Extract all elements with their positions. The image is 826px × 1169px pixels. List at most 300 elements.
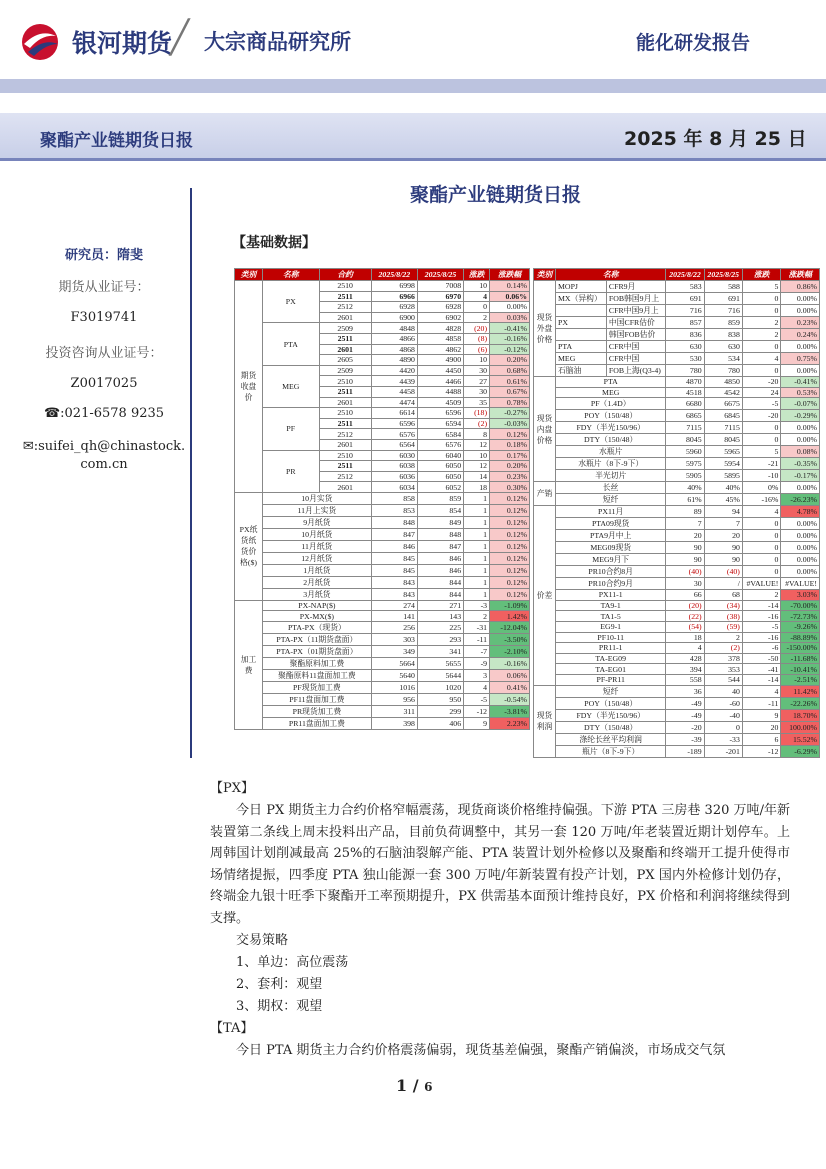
table-cell: 0: [742, 422, 781, 434]
strategy-item-3: 3、期权：观望: [236, 999, 323, 1014]
table-cell: 2601: [319, 439, 371, 450]
table-cell: 5954: [704, 458, 742, 470]
table-cell: 4828: [417, 323, 463, 334]
table-cell: 0.00%: [781, 518, 820, 530]
table-cell: 0.00%: [781, 566, 820, 578]
table-cell: MOPJ: [556, 281, 607, 293]
table-cell: 630: [666, 341, 704, 353]
table-cell: 0.17%: [490, 450, 530, 461]
table-cell: 2509: [319, 365, 371, 376]
table-cell: #VALUE!: [781, 578, 820, 590]
table-cell: 90: [666, 542, 704, 554]
institute-name: 大宗商品研究所: [204, 30, 351, 54]
table-row: [534, 341, 820, 353]
strategy-item-1: 1、单边：高位震荡: [236, 955, 349, 970]
table-cell: 6614: [371, 408, 417, 419]
table-cell: 256: [371, 622, 417, 634]
table-cell: 853: [371, 504, 417, 516]
row-product: PX: [263, 281, 320, 323]
table-cell: 0: [742, 305, 781, 317]
table-cell: 4890: [371, 355, 417, 366]
table-cell: 3: [464, 670, 490, 682]
table-cell: 8045: [704, 434, 742, 446]
table-cell: -11: [742, 697, 781, 709]
table-cell: 6576: [371, 429, 417, 440]
table-cell: -70.00%: [781, 600, 820, 611]
table-cell: 5975: [666, 458, 704, 470]
table-row: [235, 323, 530, 334]
row-name: 9月纸货: [263, 516, 372, 528]
table-cell: 858: [371, 492, 417, 504]
table-row: [534, 387, 820, 398]
table-cell: -0.07%: [781, 398, 820, 410]
table-cell: 859: [704, 317, 742, 329]
table-cell: 838: [704, 329, 742, 341]
table-cell: 406: [417, 718, 463, 730]
table-cell: 0.00%: [781, 530, 820, 542]
row-name: 3月纸货: [263, 588, 372, 600]
table-cell: 10: [464, 450, 490, 461]
table-cell: -60: [704, 697, 742, 709]
table-row: [534, 506, 820, 518]
left-header-cell: 合约: [319, 269, 371, 281]
table-row: [235, 611, 530, 622]
table-cell: -20: [742, 377, 781, 388]
table-cell: 1: [464, 576, 490, 588]
table-row: [534, 281, 820, 293]
table-cell: 0.00%: [781, 482, 820, 494]
table-cell: 40%: [666, 482, 704, 494]
table-cell: 836: [666, 329, 704, 341]
table-cell: 349: [371, 646, 417, 658]
table-cell: 2: [742, 590, 781, 601]
table-row: [235, 622, 530, 634]
table-cell: 6040: [417, 450, 463, 461]
table-cell: 0: [742, 434, 781, 446]
table-cell: CFR中国: [606, 341, 665, 353]
row-name: PX11月: [556, 506, 666, 518]
row-name: PR11盘面加工费: [263, 718, 372, 730]
right-table-header: [534, 269, 820, 281]
table-cell: 0.12%: [490, 588, 530, 600]
table-cell: MX（异构）: [556, 293, 607, 305]
row-name: PF（1.4D）: [556, 398, 666, 410]
table-cell: 1.42%: [490, 611, 530, 622]
table-row: [534, 611, 820, 622]
table-cell: 6052: [417, 482, 463, 493]
right-header-cell: 2025/8/22: [666, 269, 704, 281]
table-cell: -0.35%: [781, 458, 820, 470]
table-cell: 2511: [319, 461, 371, 472]
table-row: [534, 353, 820, 365]
table-cell: 2: [464, 611, 490, 622]
table-cell: 6675: [704, 398, 742, 410]
table-row: [534, 697, 820, 709]
table-cell: 2601: [319, 312, 371, 323]
table-cell: 9: [742, 709, 781, 721]
left-header-cell: 涨跌: [464, 269, 490, 281]
table-cell: 18.70%: [781, 709, 820, 721]
table-cell: 0.12%: [490, 576, 530, 588]
table-cell: 0.06%: [490, 291, 530, 302]
table-cell: 15.52%: [781, 733, 820, 745]
license-label: 期货从业证号：: [58, 280, 150, 295]
table-cell: 846: [417, 564, 463, 576]
table-cell: -0.12%: [490, 344, 530, 355]
row-name: 聚酯原料加工费: [263, 658, 372, 670]
table-cell: 5: [742, 281, 781, 293]
table-cell: 6596: [371, 418, 417, 429]
table-cell: 0.12%: [490, 516, 530, 528]
table-row: [534, 632, 820, 643]
table-cell: 0.18%: [490, 439, 530, 450]
row-name: 半光切片: [556, 470, 666, 482]
row-category: 现货内盘价格: [534, 377, 556, 482]
ta-paragraph: 今日 PTA 期货主力合约价格震荡偏弱，现货基差偏强，聚酯产销偏淡，市场成交气氛: [236, 1043, 726, 1058]
table-cell: 0.00%: [781, 365, 820, 377]
row-name: PX-MX($): [263, 611, 372, 622]
table-row: [534, 664, 820, 675]
table-row: [534, 590, 820, 601]
row-name: 短纤: [556, 685, 666, 697]
table-cell: -11: [464, 634, 490, 646]
table-cell: MEG: [556, 353, 607, 365]
table-cell: (22): [666, 611, 704, 622]
row-category: 现货外盘价格: [534, 281, 556, 377]
table-cell: 0: [704, 721, 742, 733]
table-cell: -201: [704, 745, 742, 757]
table-cell: 石脑油: [556, 365, 607, 377]
row-name: 12月纸货: [263, 552, 372, 564]
row-name: TA1-5: [556, 611, 666, 622]
row-name: PTA-PX（11期货盘面）: [263, 634, 372, 646]
table-cell: 18: [666, 632, 704, 643]
table-cell: 843: [371, 588, 417, 600]
table-row: [235, 281, 530, 292]
table-cell: 6050: [417, 461, 463, 472]
table-cell: 848: [371, 516, 417, 528]
table-cell: 716: [666, 305, 704, 317]
table-row: [235, 646, 530, 658]
row-name: PTA-PX（现货）: [263, 622, 372, 634]
table-cell: -41: [742, 664, 781, 675]
table-cell: 2: [704, 632, 742, 643]
table-cell: 27: [464, 376, 490, 387]
row-name: PR现货加工费: [263, 706, 372, 718]
ta-heading: 【TA】: [210, 1021, 254, 1036]
row-name: 水瓶片（8下-9下）: [556, 458, 666, 470]
table-cell: -0.16%: [490, 658, 530, 670]
table-cell: -16: [742, 611, 781, 622]
left-header-cell: 2025/8/22: [371, 269, 417, 281]
table-cell: 0.67%: [490, 386, 530, 397]
table-cell: 293: [417, 634, 463, 646]
table-cell: 6845: [704, 410, 742, 422]
table-cell: (38): [704, 611, 742, 622]
table-cell: 3.03%: [781, 590, 820, 601]
table-cell: 846: [417, 552, 463, 564]
table-cell: -2.51%: [781, 674, 820, 685]
table-cell: 8: [464, 429, 490, 440]
table-cell: 90: [704, 554, 742, 566]
table-cell: (6): [464, 344, 490, 355]
table-cell: 6038: [371, 461, 417, 472]
table-row: [534, 721, 820, 733]
table-row: [235, 634, 530, 646]
table-cell: 4: [464, 682, 490, 694]
table-cell: 844: [417, 588, 463, 600]
table-cell: -10: [742, 470, 781, 482]
row-name: PTA-PX（01期货盘面）: [263, 646, 372, 658]
table-cell: 0.00%: [781, 293, 820, 305]
table-cell: 0.23%: [490, 471, 530, 482]
row-name: DTY（150/48）: [556, 721, 666, 733]
table-cell: (20): [666, 600, 704, 611]
row-name: 11月上实货: [263, 504, 372, 516]
table-cell: 2510: [319, 281, 371, 292]
main-title: 聚酯产业链期货日报: [410, 184, 582, 206]
table-cell: -33: [704, 733, 742, 745]
table-cell: 0.20%: [490, 355, 530, 366]
logo-icon: [18, 22, 62, 62]
row-category: 产销: [534, 482, 556, 506]
table-cell: -49: [666, 697, 704, 709]
left-header-cell: 2025/8/25: [417, 269, 463, 281]
table-cell: 20: [742, 721, 781, 733]
table-cell: 11.42%: [781, 685, 820, 697]
table-cell: 5: [742, 446, 781, 458]
table-cell: 30: [464, 386, 490, 397]
table-cell: -12: [742, 745, 781, 757]
table-cell: 274: [371, 600, 417, 611]
table-cell: 4474: [371, 397, 417, 408]
left-header-cell: 涨跌幅: [490, 269, 530, 281]
table-cell: -12.04%: [490, 622, 530, 634]
table-cell: 7008: [417, 281, 463, 292]
table-cell: -11.68%: [781, 653, 820, 664]
table-row: [534, 674, 820, 685]
table-row: [534, 293, 820, 305]
table-cell: 36: [666, 685, 704, 697]
strategy-item-2: 2、套利：观望: [236, 977, 323, 992]
table-cell: 2511: [319, 418, 371, 429]
table-cell: 9: [464, 718, 490, 730]
left-header-cell: 名称: [263, 269, 320, 281]
table-cell: (40): [666, 566, 704, 578]
table-cell: 6050: [417, 471, 463, 482]
row-name: EG9-1: [556, 621, 666, 632]
table-cell: 303: [371, 634, 417, 646]
row-name: PTA9月中上: [556, 530, 666, 542]
table-cell: 0: [742, 530, 781, 542]
strategy-heading: 交易策略: [236, 933, 289, 948]
row-name: 聚酯原料11盘面加工费: [263, 670, 372, 682]
table-cell: 2: [464, 312, 490, 323]
row-name: 瓶片（8下-9下）: [556, 745, 666, 757]
table-cell: (2): [704, 643, 742, 654]
table-cell: 0.30%: [490, 482, 530, 493]
table-cell: 0.00%: [490, 302, 530, 313]
table-cell: -10.41%: [781, 664, 820, 675]
table-row: [235, 408, 530, 419]
table-cell: 4420: [371, 365, 417, 376]
table-cell: 0.75%: [781, 353, 820, 365]
table-cell: 6034: [371, 482, 417, 493]
table-cell: (54): [666, 621, 704, 632]
row-category: 期货收盘价: [235, 281, 263, 493]
table-row: [534, 482, 820, 494]
row-product: PTA: [263, 323, 320, 365]
right-header-cell: 类别: [534, 269, 556, 281]
table-cell: 6564: [371, 439, 417, 450]
table-cell: 5655: [417, 658, 463, 670]
table-cell: 6970: [417, 291, 463, 302]
table-cell: 4858: [417, 333, 463, 344]
table-cell: 353: [704, 664, 742, 675]
table-cell: 4.78%: [781, 506, 820, 518]
table-cell: 4542: [704, 387, 742, 398]
table-cell: 5895: [704, 470, 742, 482]
table-cell: (40): [704, 566, 742, 578]
table-cell: 4458: [371, 386, 417, 397]
table-cell: 0.03%: [490, 312, 530, 323]
table-cell: 18: [464, 482, 490, 493]
table-cell: -0.41%: [490, 323, 530, 334]
table-cell: 956: [371, 694, 417, 706]
email-address[interactable]: ✉:suifei_qh@chinastock.com.cn: [22, 439, 186, 472]
row-name: FDY（半光150/96）: [556, 422, 666, 434]
table-cell: [556, 329, 607, 341]
table-cell: 2: [742, 317, 781, 329]
table-cell: 中国CFR估价: [606, 317, 665, 329]
row-name: 水瓶片: [556, 446, 666, 458]
row-name: PR10合约9月: [556, 578, 666, 590]
table-cell: 5905: [666, 470, 704, 482]
table-cell: 845: [371, 564, 417, 576]
row-name: 2月纸货: [263, 576, 372, 588]
row-name: PX11-1: [556, 590, 666, 601]
row-name: MEG: [556, 387, 666, 398]
table-cell: -50: [742, 653, 781, 664]
table-cell: 849: [417, 516, 463, 528]
table-cell: -5: [742, 621, 781, 632]
table-cell: 6584: [417, 429, 463, 440]
left-table-header: [235, 269, 530, 281]
table-cell: 5965: [704, 446, 742, 458]
table-row: [235, 588, 530, 600]
table-cell: (59): [704, 621, 742, 632]
table-cell: 2510: [319, 376, 371, 387]
table-cell: 20: [704, 530, 742, 542]
table-cell: 780: [666, 365, 704, 377]
table-cell: [556, 305, 607, 317]
table-cell: 2601: [319, 397, 371, 408]
table-cell: 950: [417, 694, 463, 706]
table-cell: 0: [742, 542, 781, 554]
table-cell: 0.41%: [490, 682, 530, 694]
table-row: [534, 434, 820, 446]
table-cell: 271: [417, 600, 463, 611]
table-cell: 66: [666, 590, 704, 601]
table-cell: -49: [666, 709, 704, 721]
table-cell: 2.23%: [490, 718, 530, 730]
table-cell: -16: [742, 632, 781, 643]
table-cell: 6900: [371, 312, 417, 323]
table-cell: 2512: [319, 471, 371, 482]
report-date: 2025 年 8 月 25 日: [624, 128, 807, 150]
table-cell: 534: [704, 353, 742, 365]
table-cell: -20: [742, 410, 781, 422]
table-cell: 0.00%: [781, 434, 820, 446]
table-cell: 2511: [319, 291, 371, 302]
table-cell: 30: [666, 578, 704, 590]
table-cell: 0.12%: [490, 429, 530, 440]
table-cell: 630: [704, 341, 742, 353]
right-header-cell: 涨跌: [742, 269, 781, 281]
table-cell: 1020: [417, 682, 463, 694]
table-cell: 90: [666, 554, 704, 566]
table-cell: -20: [666, 721, 704, 733]
table-row: [235, 682, 530, 694]
table-cell: (20): [464, 323, 490, 334]
table-cell: 0: [742, 293, 781, 305]
table-cell: 94: [704, 506, 742, 518]
table-cell: 691: [666, 293, 704, 305]
table-row: [534, 578, 820, 590]
table-cell: 40: [704, 685, 742, 697]
table-cell: 1: [464, 492, 490, 504]
table-row: [235, 694, 530, 706]
table-cell: 780: [704, 365, 742, 377]
row-name: 10月实货: [263, 492, 372, 504]
table-cell: 0.00%: [781, 554, 820, 566]
table-cell: 4518: [666, 387, 704, 398]
table-cell: 0: [742, 566, 781, 578]
table-cell: 8045: [666, 434, 704, 446]
right-data-table: [533, 268, 820, 758]
table-cell: 2605: [319, 355, 371, 366]
table-cell: 7: [704, 518, 742, 530]
right-header-cell: 名称: [556, 269, 666, 281]
table-cell: 4: [742, 353, 781, 365]
consult-number: Z0017025: [70, 376, 138, 391]
table-cell: -14: [742, 674, 781, 685]
table-cell: 0.24%: [781, 329, 820, 341]
table-cell: 0.61%: [490, 376, 530, 387]
table-cell: 0.12%: [490, 492, 530, 504]
table-cell: 0.86%: [781, 281, 820, 293]
table-row: [235, 365, 530, 376]
table-row: [534, 365, 820, 377]
row-name: 涤纶长丝平均利润: [556, 733, 666, 745]
table-cell: 6680: [666, 398, 704, 410]
row-name: PF-PR11: [556, 674, 666, 685]
table-cell: 0: [742, 518, 781, 530]
table-row: [534, 600, 820, 611]
table-cell: 0: [464, 302, 490, 313]
table-cell: 6902: [417, 312, 463, 323]
table-row: [235, 576, 530, 588]
table-cell: 6596: [417, 408, 463, 419]
table-cell: 0.08%: [781, 446, 820, 458]
table-cell: 143: [417, 611, 463, 622]
table-cell: 4868: [371, 344, 417, 355]
right-header-cell: 2025/8/25: [704, 269, 742, 281]
table-cell: -3.81%: [490, 706, 530, 718]
table-cell: (8): [464, 333, 490, 344]
table-cell: 0.00%: [781, 422, 820, 434]
table-row: [534, 305, 820, 317]
